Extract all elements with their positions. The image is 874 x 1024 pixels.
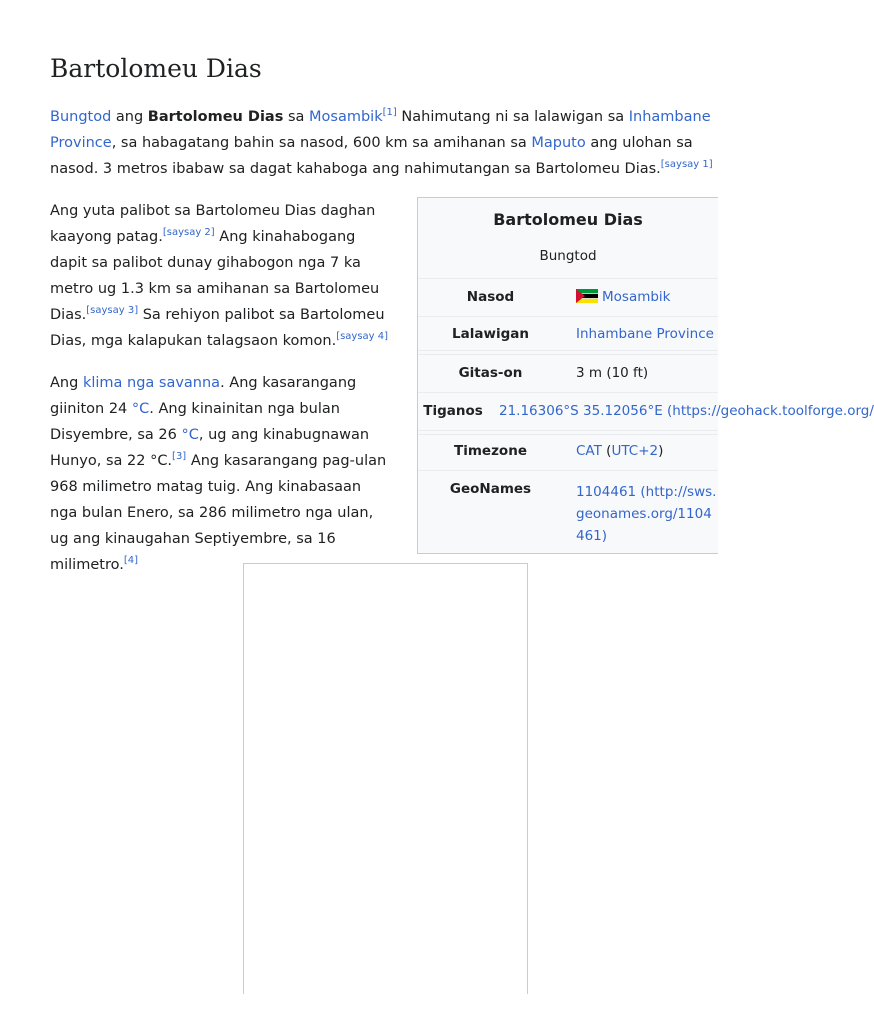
inhambane-province-link[interactable]: Inhambane Province [50, 109, 711, 151]
celsius-link[interactable]: °C [131, 401, 150, 417]
note-saysay-2-link[interactable]: [saysay 2] [162, 227, 215, 239]
ref-4-link[interactable]: [4] [123, 555, 138, 567]
tiganos-label: Tiganos [423, 403, 483, 419]
infobox-title: Bartolomeu Dias [493, 210, 643, 229]
infobox-row-gitas-on [418, 354, 718, 393]
timezone-paren: ) [658, 443, 664, 459]
map-image-placeholder [243, 563, 528, 994]
infobox [417, 197, 874, 554]
infobox-row-geonames [418, 470, 718, 553]
geography-text: Ang kinahabogang dapit sa palibot dunay gihabogon nga 7 ka metro ug 1.3 km sa amihanan sa Bartolomeu Dias. [50, 229, 380, 323]
intro-text: ang [111, 109, 148, 125]
nasod-value [576, 289, 671, 305]
geography-paragraph [50, 198, 390, 354]
mosambik-link[interactable]: Mosambik [309, 109, 383, 125]
cat-timezone-link[interactable]: CAT [576, 443, 602, 459]
savanna-climate-link[interactable]: klima nga savanna [82, 375, 221, 391]
climate-text: Ang kasarangang pag-ulan 968 milimetro matag tuig. Ang kinabasaan nga bulan Enero, sa 286 milimetro nga ulan, ug ang kinaugahan Septiyembre, sa 16 milimetro. [50, 453, 387, 573]
geonames-label: GeoNames [449, 481, 532, 497]
geonames-link[interactable] [576, 481, 716, 547]
note-saysay-4-link[interactable]: [saysay 4] [336, 331, 389, 343]
climate-paragraph [50, 370, 390, 578]
note-saysay-3-link[interactable]: [saysay 3] [86, 305, 139, 317]
mozambique-flag-icon [576, 289, 598, 303]
ref-1-link[interactable]: [1] [382, 107, 397, 119]
timezone-paren: ( [601, 443, 612, 459]
intro-text: sa [283, 109, 310, 125]
geography-text: Ang yuta palibot sa Bartolomeu Dias daghan kaayong patag. [50, 203, 376, 245]
timezone-value [576, 443, 663, 459]
timezone-label: Timezone [454, 443, 527, 459]
intro-text: Nahimutang ni sa lalawigan sa [396, 109, 629, 125]
page-title: Bartolomeu Dias [50, 54, 262, 83]
article-subject: Bartolomeu Dias [147, 109, 284, 125]
geonames-link-line: 1104461 (http://sws. [576, 484, 717, 500]
climate-text: Ang [50, 375, 83, 391]
utc-plus-2-link[interactable]: UTC+2 [611, 443, 659, 459]
geography-text: Sa rehiyon palibot sa Bartolomeu Dias, mga kalapukan talagsaon komon. [50, 307, 385, 349]
climate-text: . Ang kinainitan nga bulan Disyembre, sa 26 [50, 401, 340, 443]
infobox-row-tiganos [418, 392, 874, 431]
lalawigan-label: Lalawigan [452, 326, 529, 342]
infobox-subtitle: Bungtod [539, 248, 597, 264]
inhambane-province-link[interactable]: Inhambane Province [576, 326, 714, 342]
infobox-row-lalawigan [418, 316, 718, 351]
geonames-link-line: 461) [576, 528, 608, 544]
note-saysay-1-link[interactable]: [saysay 1] [660, 159, 713, 171]
coordinates-link[interactable]: 21.16306°S 35.12056°E (https://geohack.toolforge.org/ [499, 403, 874, 419]
mosambik-link[interactable]: Mosambik [602, 289, 671, 305]
bungtod-link[interactable]: Bungtod [50, 109, 112, 125]
gitas-on-value: 3 m (10 ft) [576, 365, 649, 381]
infobox-row-timezone [418, 434, 718, 471]
climate-text: . Ang kasarangang giiniton 24 [50, 375, 357, 417]
infobox-row-nasod [418, 278, 718, 317]
nasod-label: Nasod [466, 289, 515, 305]
maputo-link[interactable]: Maputo [531, 135, 586, 151]
ref-3-link[interactable]: [3] [172, 451, 187, 463]
climate-text: , ug ang kinabugnawan Hunyo, sa 22 °C. [50, 427, 370, 469]
intro-text: ang ulohan sa nasod. 3 metros ibabaw sa dagat kahaboga ang nahimutangan sa Bartolomeu Dias. [50, 135, 693, 177]
geonames-link-line: geonames.org/1104 [576, 506, 712, 522]
celsius-link[interactable]: °C [181, 427, 199, 443]
intro-text: , sa habagatang bahin sa nasod, 600 km sa amihanan sa [111, 135, 532, 151]
gitas-on-label: Gitas-on [458, 365, 523, 381]
intro-paragraph [50, 104, 720, 182]
